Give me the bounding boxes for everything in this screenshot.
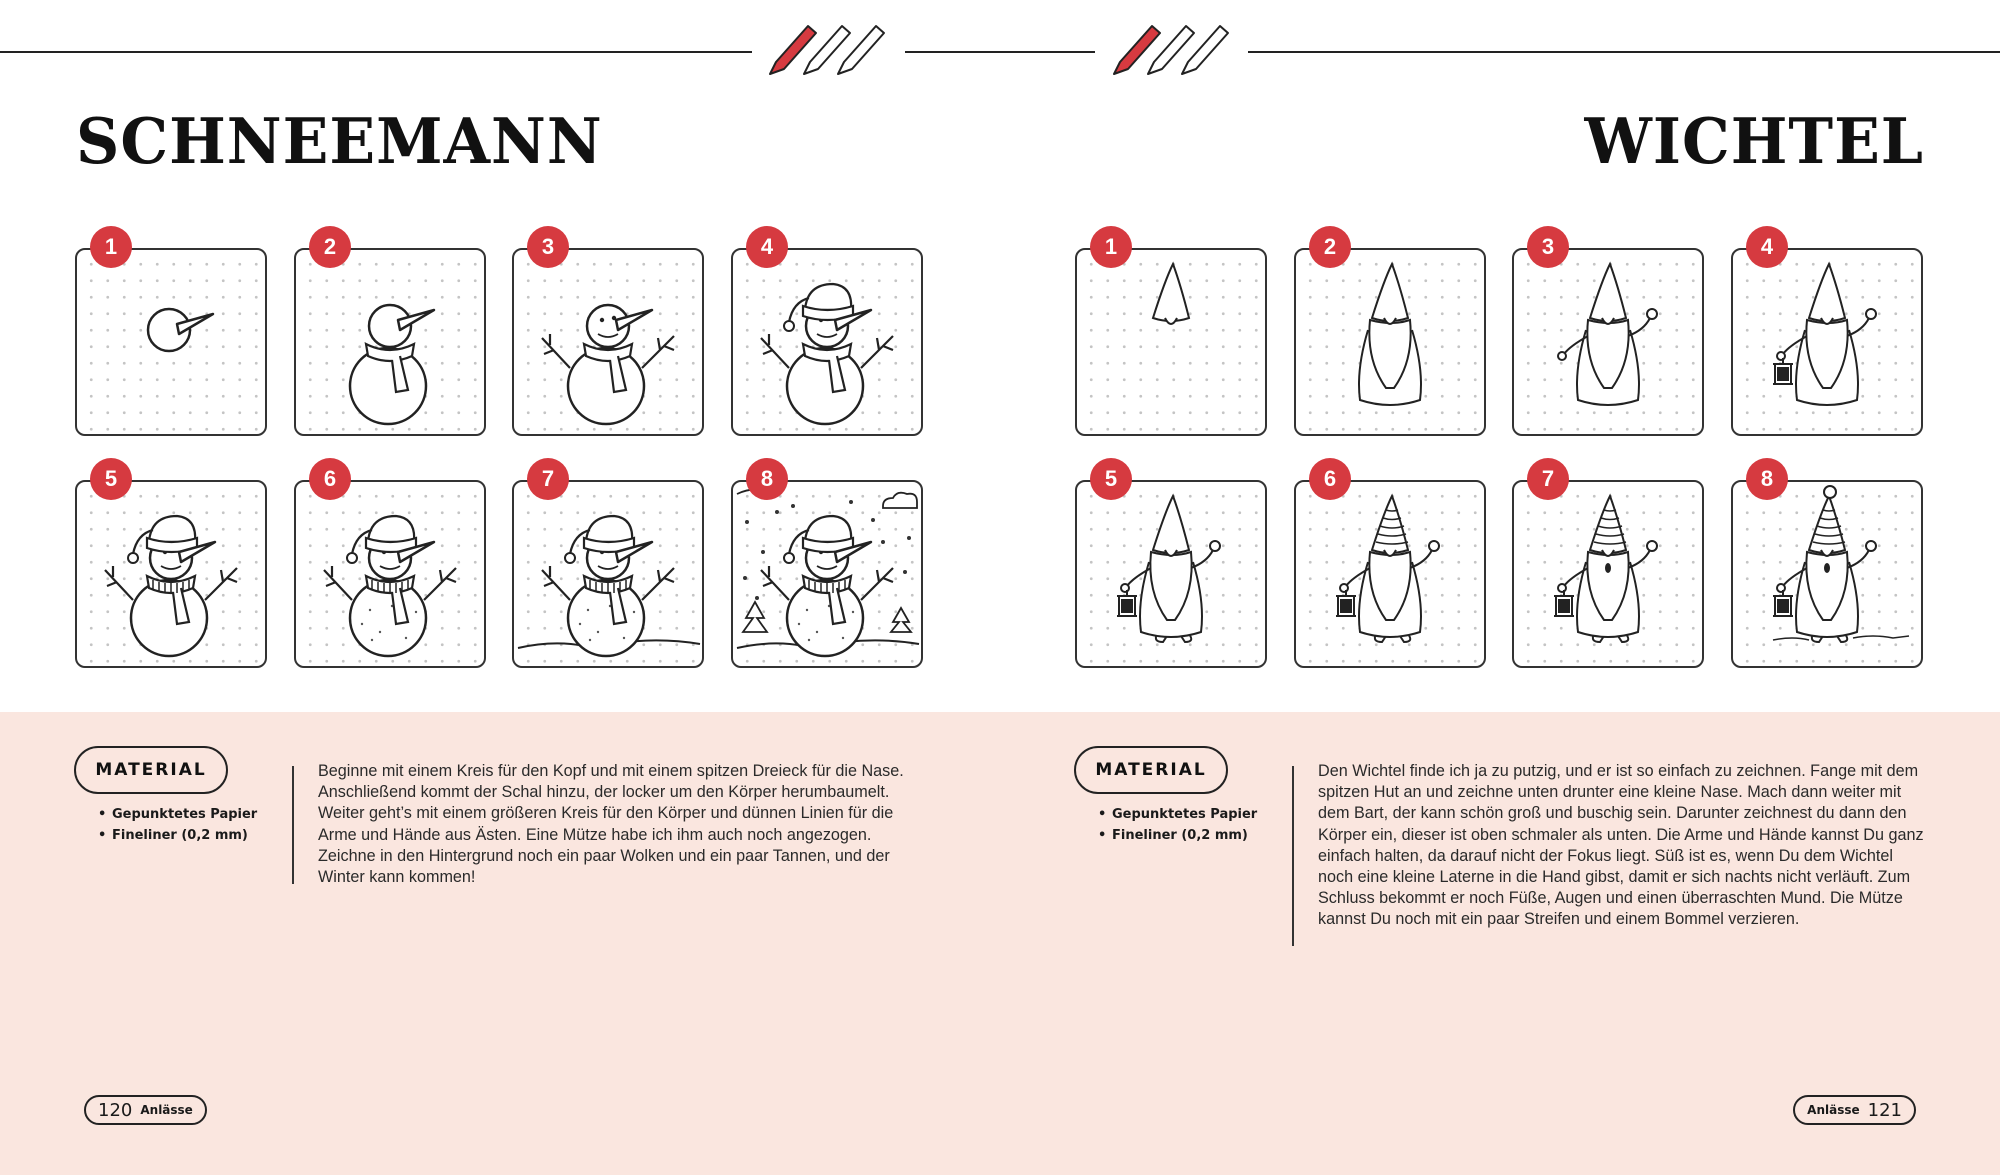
step-tile-8 <box>1731 480 1923 668</box>
step-tile-6 <box>1294 480 1486 668</box>
page-folio-right <box>1793 1095 1916 1125</box>
step-badge: 7 <box>527 458 569 500</box>
step-tile-7 <box>1512 480 1704 668</box>
step-tile-1 <box>1075 248 1267 436</box>
page-title-left: SCHNEEMANN <box>76 105 603 179</box>
step-tile-3 <box>512 248 704 436</box>
step-tile-2 <box>294 248 486 436</box>
top-rule-left <box>0 51 752 53</box>
section-name: Anlässe <box>140 1103 193 1117</box>
step-tile-4 <box>1731 248 1923 436</box>
step-badge: 8 <box>1746 458 1788 500</box>
material-item: • Fineliner (0,2 mm) <box>1096 825 1257 846</box>
step-badge: 6 <box>1309 458 1351 500</box>
step-tile-5 <box>1075 480 1267 668</box>
instructions-text: Den Wichtel finde ich ja zu putzig, und er ist so einfach zu zeichnen. Fange mit dem spitzen Hut an und zeichne unten drunter eine kleine Nase. Mach dann weiter mit dem Bart, der kann schön groß und buschig sein. Darunter zeichnest du dann den Körper ein, dieser ist oben schmaler als unten. Die Arme und Hände kannst Du ganz einfach halten, da darauf nicht der Fokus liegt. Süß ist es, wenn Du dem Wichtel noch eine kleine Laterne in die Hand gibst, damit er sich nachts nicht verläuft. Zum Schluss bekommt er noch Füße, Augen und einen überraschten Mund. Die Mütze kannst Du noch mit ein paar Streifen und einem Bommel verzieren. <box>1318 762 1924 929</box>
step-badge: 5 <box>1090 458 1132 500</box>
step-tile-1 <box>75 248 267 436</box>
step-tile-6 <box>294 480 486 668</box>
divider <box>292 766 294 884</box>
material-list <box>96 804 257 846</box>
step-tile-4 <box>731 248 923 436</box>
material-item: • Fineliner (0,2 mm) <box>96 825 257 846</box>
step-tile-2 <box>1294 248 1486 436</box>
material-label: MATERIAL <box>1074 746 1228 794</box>
step-tile-8 <box>731 480 923 668</box>
top-rule-right <box>1248 51 2000 53</box>
pencil-icon <box>1110 24 1230 80</box>
top-rule-middle <box>905 51 1095 53</box>
divider <box>1292 766 1294 946</box>
step-badge: 8 <box>746 458 788 500</box>
page-number: 121 <box>1867 1099 1902 1121</box>
step-tile-3 <box>1512 248 1704 436</box>
step-badge: 1 <box>1090 226 1132 268</box>
step-badge: 5 <box>90 458 132 500</box>
pencil-icon <box>766 24 886 80</box>
step-tile-5 <box>75 480 267 668</box>
step-badge: 3 <box>527 226 569 268</box>
material-item: • Gepunktetes Papier <box>96 804 257 825</box>
step-badge: 7 <box>1527 458 1569 500</box>
instructions-text: Beginne mit einem Kreis für den Kopf und mit einem spitzen Dreieck für die Nase. Anschließend kommt der Schal hinzu, der locker um den Körper herumbaumelt. Weiter geht’s mit einem größeren Kreis für den Körper und dünnen Linien für die Arme und Hände aus Ästen. Eine Mütze habe ich ihm auch noch angezogen. Zeichne in den Hintergrund noch ein paar Wolken und ein paar Tannen, und der Winter kann kommen! <box>318 762 904 887</box>
step-badge: 3 <box>1527 226 1569 268</box>
step-tile-7 <box>512 480 704 668</box>
material-label: MATERIAL <box>74 746 228 794</box>
step-badge: 2 <box>309 226 351 268</box>
step-badge: 4 <box>1746 226 1788 268</box>
material-item: • Gepunktetes Papier <box>1096 804 1257 825</box>
step-badge: 4 <box>746 226 788 268</box>
material-list <box>1096 804 1257 846</box>
section-name: Anlässe <box>1807 1103 1860 1117</box>
page-folio-left <box>84 1095 207 1125</box>
step-badge: 2 <box>1309 226 1351 268</box>
step-badge: 6 <box>309 458 351 500</box>
page-number: 120 <box>98 1099 133 1121</box>
page-title-right: WICHTEL <box>1584 105 1924 179</box>
step-badge: 1 <box>90 226 132 268</box>
